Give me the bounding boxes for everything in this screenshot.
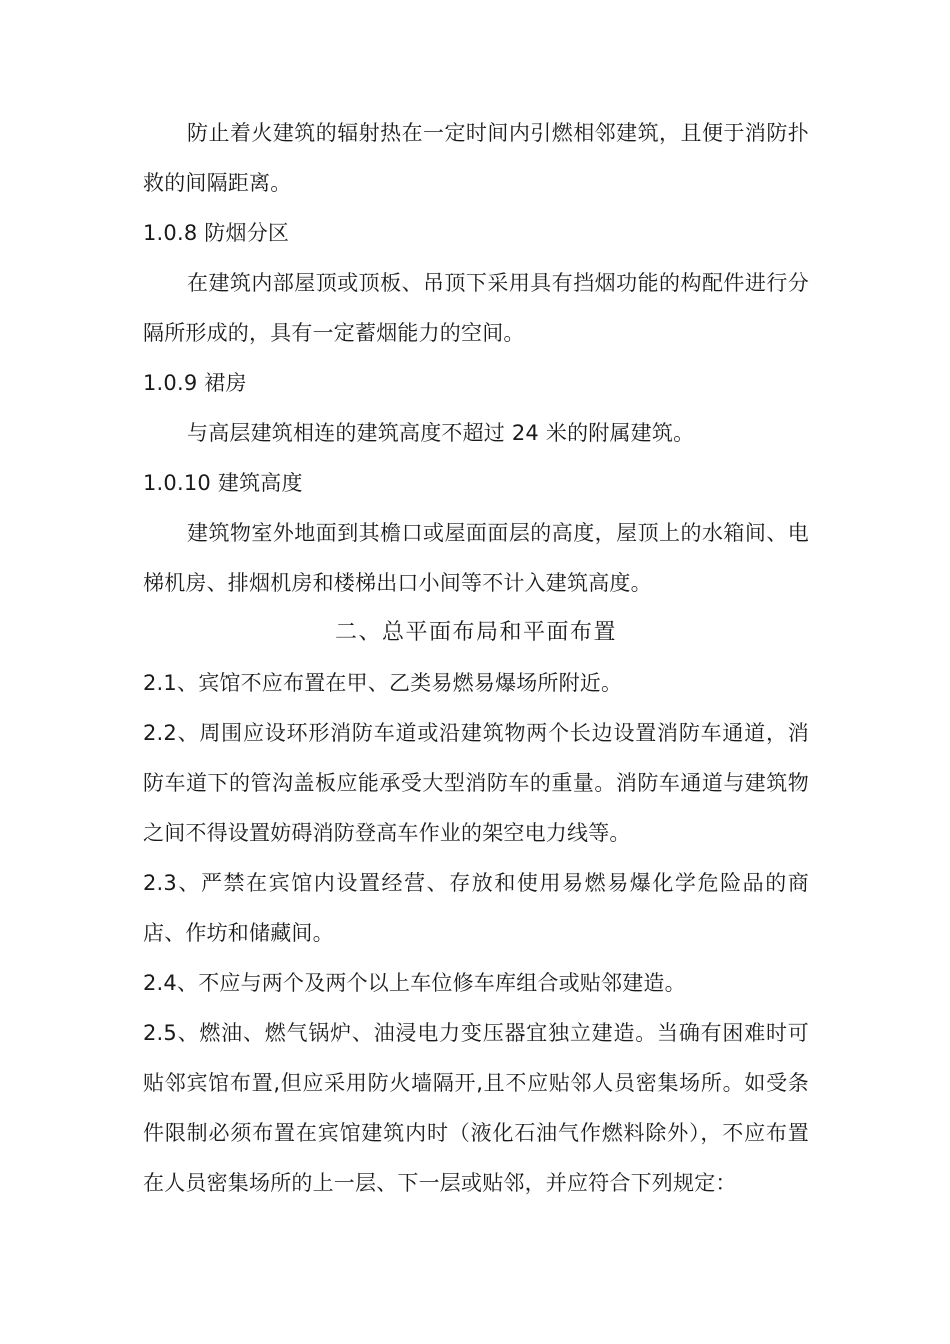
clause-2-2: 2.2、周围应设环形消防车道或沿建筑物两个长边设置消防车通道，消防车道下的管沟盖板应能承受大型消防车的重量。消防车通道与建筑物之间不得设置妨碍消防登高车作业的架空电力线等。 <box>143 721 809 845</box>
clause-2-1: 2.1、宾馆不应布置在甲、乙类易燃易爆场所附近。 <box>143 671 623 695</box>
clause-2-4: 2.4、不应与两个及两个以上车位修车库组合或贴邻建造。 <box>143 971 686 995</box>
clause-2-5: 2.5、燃油、燃气锅炉、油浸电力变压器宜独立建造。当确有困难时可贴邻宾馆布置,但应采用防火墙隔开,且不应贴邻人员密集场所。如受条件限制必须布置在宾馆建筑内时（液化石油气作燃料除外），不应布置在人员密集场所的上一层、下一层或贴邻，并应符合下列规定： <box>143 1021 809 1195</box>
term-heading-smoke-zone: 1.0.8 防烟分区 <box>143 221 290 245</box>
paragraph-fire-separation-definition: 防止着火建筑的辐射热在一定时间内引燃相邻建筑，且便于消防扑救的间隔距离。 <box>143 121 809 195</box>
term-heading-podium: 1.0.9 裙房 <box>143 371 247 395</box>
paragraph-building-height-definition: 建筑物室外地面到其檐口或屋面面层的高度，屋顶上的水箱间、电梯机房、排烟机房和楼梯出口小间等不计入建筑高度。 <box>143 521 809 595</box>
section-title-layout: 二、总平面布局和平面布置 <box>334 620 617 645</box>
clause-2-3: 2.3、严禁在宾馆内设置经营、存放和使用易燃易爆化学危险品的商店、作坊和储藏间。 <box>143 871 809 945</box>
paragraph-smoke-zone-definition: 在建筑内部屋顶或顶板、吊顶下采用具有挡烟功能的构配件进行分隔所形成的，具有一定蓄烟能力的空间。 <box>143 271 809 345</box>
term-heading-building-height: 1.0.10 建筑高度 <box>143 471 303 495</box>
document-body <box>143 108 809 1208</box>
paragraph-podium-definition: 与高层建筑相连的建筑高度不超过 24 米的附属建筑。 <box>187 421 695 445</box>
